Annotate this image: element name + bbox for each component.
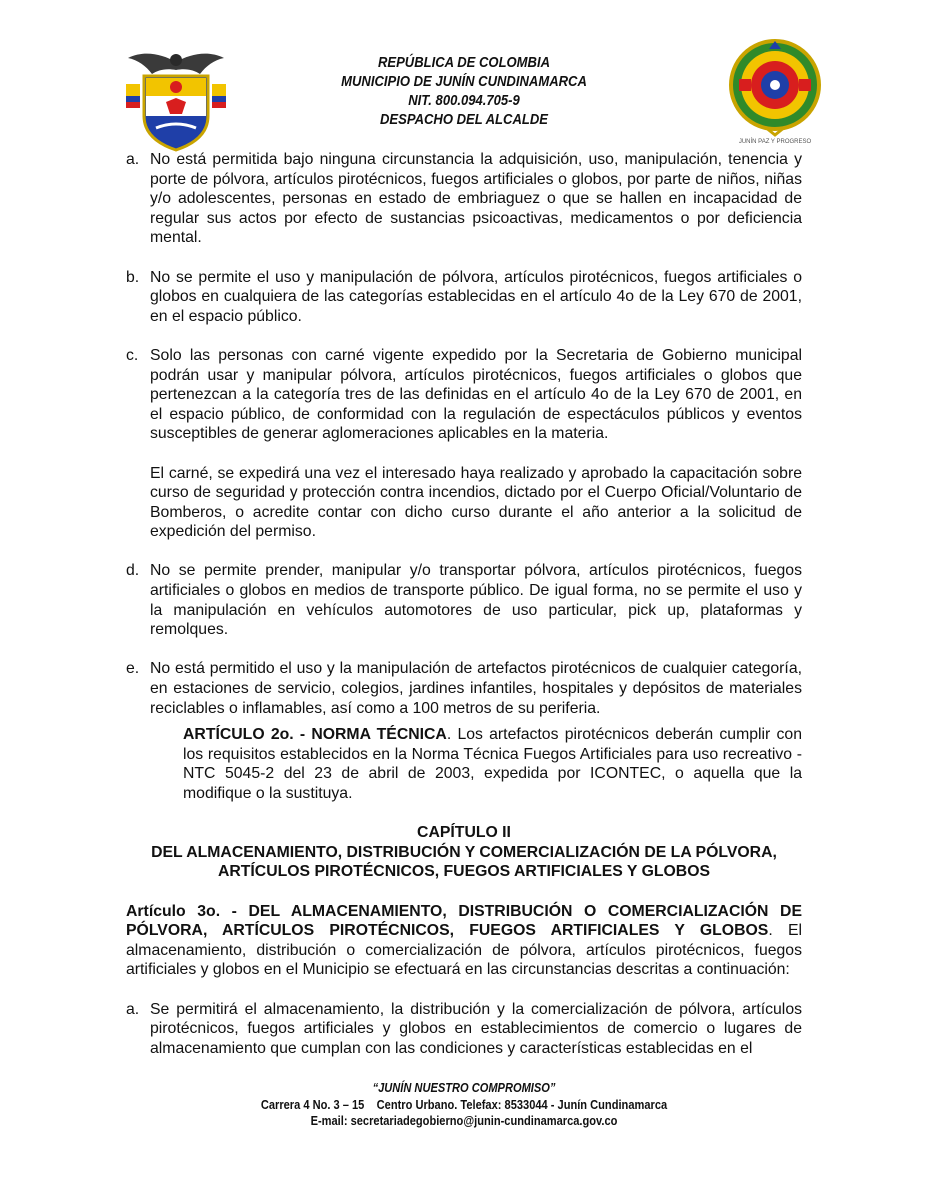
- list-marker: e.: [126, 660, 140, 678]
- list-marker: d.: [126, 562, 140, 580]
- carne-paragraph: El carné, se expedirá una vez el interesado haya realizado y aprobado la capacitación sobre curso de seguridad y protección contra incendios, dictado por el Cuerpo Oficial/Voluntario de Bomberos, o acredite contar con dicho curso durante el año anterior a la solicitud de expedición del permiso.: [150, 464, 802, 541]
- articulo-3-paragraph: [126, 902, 802, 980]
- list-item-text: Se permitirá el almacenamiento, la distribución y la comercialización de pólvora, artículos pirotécnicos, fuegos artificiales y globos en establecimientos de comercio o lugares de almacenamiento que cumplan con las condiciones y características establecidas en el: [150, 1000, 802, 1057]
- header-nit: NIT. 800.094.705-9: [408, 93, 520, 109]
- list-item-d: [126, 561, 802, 639]
- list-item-text: No está permitido el uso y la manipulación de artefactos pirotécnicos de cualquier categoría, en estaciones de servicio, colegios, jardines infantiles, hospitales y depósitos de materiales reciclables o inflamables, así como a 100 metros de su periferia.: [150, 660, 802, 717]
- footer-address: Carrera 4 No. 3 – 15 Centro Urbano. Telefax: 8533044 - Junín Cundinamarca: [260, 1097, 668, 1112]
- document-footer: [56, 1080, 873, 1130]
- footer-email: E-mail: secretariadegobierno@junin-cundinamarca.gov.co: [310, 1114, 618, 1128]
- list-item-text: Solo las personas con carné vigente expedido por la Secretaria de Gobierno municipal podrán usar y manipular pólvora, artículos pirotécnicos, fuegos artificiales o globos que pertenezcan a la categoría tres de las definidas en el artículo 4o de la Ley 670 de 2001, en el espacio público, de conformidad con la regulación de espectáculos públicos y eventos susceptibles de generar aglomeraciones aplicables en la materia.: [150, 346, 802, 443]
- list-item-text: No se permite el uso y manipulación de pólvora, artículos pirotécnicos, fuegos artificiales o globos en cualquiera de las categorías establecidas en el artículo 4o de la Ley 670 de 2001, en el espacio público.: [150, 268, 802, 325]
- list-item-b: [126, 268, 802, 327]
- list-item-text: No se permite prender, manipular y/o transportar pólvora, artículos pirotécnicos, fuegos artificiales o globos en medios de transporte público. De igual forma, no se permite el uso y la manipulación en vehículos automotores de uso particular, pick up, plataformas y remolques.: [150, 562, 802, 639]
- chapter-heading: [126, 823, 802, 882]
- list-item-text: No está permitida bajo ninguna circunstancia la adquisición, uso, manipulación, tenencia y porte de pólvora, artículos pirotécnicos, fuegos artificiales o globos, por parte de niños, niñas y/o adolescentes, personas en estado de embriaguez o que se hallen en incapacidad de regular sus actos por efecto de sustancias psicoactivas, medicamentos o por deficiencia mental.: [150, 151, 802, 247]
- list-marker: c.: [126, 346, 139, 364]
- list-marker: a.: [126, 1000, 140, 1018]
- list-marker: a.: [126, 151, 140, 168]
- chapter-title-line1: DEL ALMACENAMIENTO, DISTRIBUCIÓN Y COMERCIALIZACIÓN DE LA PÓLVORA,: [151, 843, 777, 861]
- document-body: [126, 150, 802, 1058]
- seal-caption: JUNÍN PAZ Y PROGRESO: [738, 139, 812, 145]
- list-item-a: [126, 150, 802, 248]
- articulo-2-paragraph: [126, 725, 802, 803]
- document-header: [46, 54, 881, 130]
- chapter-title-line2: ARTÍCULOS PIROTÉCNICOS, FUEGOS ARTIFICIALES Y GLOBOS: [217, 863, 711, 881]
- list-item-a-almacenamiento: [126, 1000, 802, 1059]
- list-item-e: [126, 659, 802, 718]
- footer-slogan: “JUNÍN NUESTRO COMPROMISO”: [372, 1081, 556, 1095]
- header-office: DESPACHO DEL ALCALDE: [380, 112, 548, 128]
- articulo-3-title: Artículo 3o. - DEL ALMACENAMIENTO, DISTRIBUCIÓN O COMERCIALIZACIÓN DE PÓLVORA, ARTÍCULOS PIROTÉCNICOS, FUEGOS ARTIFICIALES Y GLOBOS: [126, 902, 802, 940]
- list-item-c: [126, 346, 802, 444]
- articulo-2-text: . Los artefactos pirotécnicos deberán cumplir con los requisitos establecidos en la Norma Técnica Fuegos Artificiales para uso recreativo - NTC 5045-2 del 23 de abril de 2003, expedida por ICONTEC, o aquella que la modifique o la sustituya.: [183, 726, 802, 802]
- header-municipality: MUNICIPIO DE JUNÍN CUNDINAMARCA: [341, 74, 587, 90]
- articulo-2-title: ARTÍCULO 2o. - NORMA TÉCNICA: [183, 726, 447, 744]
- chapter-number: CAPÍTULO II: [417, 824, 511, 842]
- list-marker: b.: [126, 268, 140, 286]
- header-republic: REPÚBLICA DE COLOMBIA: [377, 55, 551, 71]
- articulo-3-text: . El almacenamiento, distribución o comercialización de pólvora, artículos pirotécnicos, fuegos artificiales y globos en el Municipio se efectuará en las circunstancias descritas a continuación:: [126, 922, 803, 979]
